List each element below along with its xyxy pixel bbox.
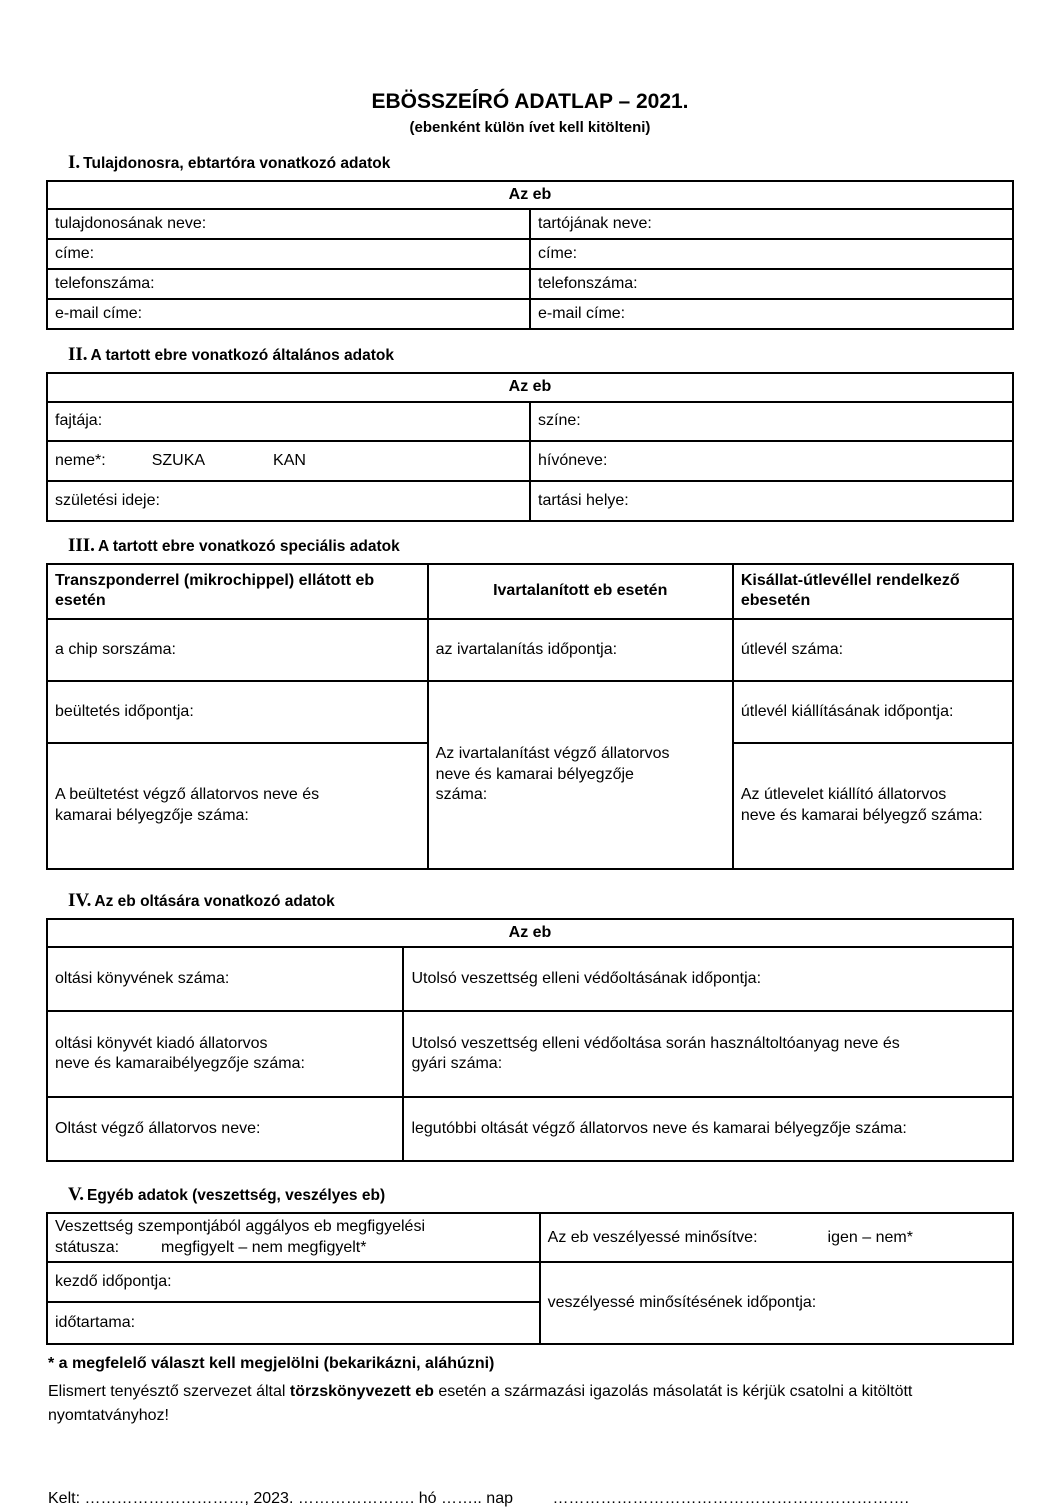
field-passport-number: útlevél száma: — [733, 619, 1013, 681]
field-implanting-vet — [47, 743, 428, 869]
status-options: megfigyelt – nem megfigyelt* — [161, 1238, 367, 1256]
section-4-title: Az eb oltására vonatkozó adatok — [94, 892, 335, 910]
field-dog-sex — [47, 441, 530, 481]
field-dangerous-classification-date: veszélyessé minősítésének időpontja: — [540, 1262, 1013, 1344]
field-passport-issue-date: útlevél kiállításának időpontja: — [733, 681, 1013, 743]
col-header-microchip: Transzponderrel (mikrochippel) ellátott eb esetén — [47, 564, 428, 619]
field-neutering-vet — [428, 681, 733, 869]
field-vaccination-book-number: oltási könyvének száma: — [47, 947, 403, 1011]
table-row — [47, 1097, 1013, 1161]
breeding-note-pre: Elismert tenyésztő szervezet által — [48, 1383, 290, 1401]
col-header-neutered: Ivartalanított eb esetén — [428, 564, 733, 619]
field-observation-duration: időtartama: — [47, 1302, 540, 1344]
table-row — [47, 402, 1013, 441]
field-vaccinating-vet-name: Oltást végző állatorvos neve: — [47, 1097, 403, 1161]
section-2-heading — [68, 345, 1014, 366]
field-keeper-phone: telefonszáma: — [530, 269, 1013, 299]
table-row — [47, 1262, 1013, 1302]
field-observation-start-date: kezdő időpontja: — [47, 1262, 540, 1302]
asterisk-note: * a megfelelő választ kell megjelölni (bekarikázni, aláhúzni) — [48, 1355, 495, 1373]
field-line: neve és kamarai bélyegző száma: — [740, 806, 983, 824]
breeding-note-post: esetén a származási igazolás másolatát is kérjük csatolni a kitöltött nyomtatványhoz! — [48, 1383, 913, 1425]
field-dangerous-classification — [540, 1213, 1013, 1262]
field-dog-keeping-place: tartási helye: — [530, 481, 1013, 521]
table-row — [47, 209, 1013, 239]
dog-general-table — [46, 372, 1014, 521]
field-last-vaccinating-vet: legutóbbi oltását végző állatorvos neve és kamarai bélyegzője száma: — [403, 1097, 1013, 1161]
field-keeper-name: tartójának neve: — [530, 209, 1013, 239]
dog-special-table — [46, 563, 1014, 870]
table-row — [47, 481, 1013, 521]
field-chip-number: a chip sorszáma: — [47, 619, 428, 681]
field-line: oltási könyvét kiadó állatorvos — [55, 1034, 268, 1052]
section-1-numeral: I. — [68, 152, 81, 173]
breeding-note-bold: törzskönyvezett eb — [289, 1383, 434, 1401]
table2-az-eb-header: Az eb — [47, 373, 1013, 401]
field-owner-phone: telefonszáma: — [47, 269, 530, 299]
section-2-title: A tartott ebre vonatkozó általános adatok — [90, 347, 395, 365]
table-row — [47, 1011, 1013, 1097]
table-row — [47, 681, 1013, 743]
dangerous-options: igen – nem* — [827, 1228, 913, 1246]
field-dog-breed: fajtája: — [47, 402, 530, 441]
section-3-numeral: III. — [68, 534, 95, 556]
field-line: Az útlevelet kiállító állatorvos — [740, 786, 947, 804]
section-2-numeral: II. — [68, 344, 88, 366]
field-owner-address: címe: — [47, 239, 530, 269]
field-keeper-address: címe: — [530, 239, 1013, 269]
field-keeper-email: e-mail címe: — [530, 299, 1013, 329]
field-dog-color: színe: — [530, 402, 1013, 441]
dangerous-label: Az eb veszélyessé minősítve: — [547, 1228, 758, 1246]
table4-az-eb-header: Az eb — [47, 919, 1013, 947]
table-row — [47, 947, 1013, 1011]
table-row — [47, 239, 1013, 269]
field-owner-name: tulajdonosának neve: — [47, 209, 530, 239]
table-row — [47, 619, 1013, 681]
table1-az-eb-header: Az eb — [47, 181, 1013, 209]
col-header-passport: Kisállat-útlevéllel rendelkező ebesetén — [733, 564, 1013, 619]
section-5-heading — [68, 1185, 1014, 1206]
field-line: száma: — [435, 786, 488, 804]
field-dog-callname: hívóneve: — [530, 441, 1013, 481]
table-row — [47, 1213, 1013, 1262]
table-row — [47, 299, 1013, 329]
section-1-title: Tulajdonosra, ebtartóra vonatkozó adatok — [83, 155, 391, 172]
field-line: Utolsó veszettség elleni védőoltása során használtoltóanyag neve és — [411, 1034, 900, 1052]
field-line: kamarai bélyegzője száma: — [55, 806, 249, 824]
field-line: neve és kamaraibélyegzője száma: — [55, 1055, 305, 1073]
table-row — [47, 564, 1013, 619]
other-data-table — [46, 1212, 1014, 1345]
field-neutering-date: az ivartalanítás időpontja: — [428, 619, 733, 681]
field-owner-email: e-mail címe: — [47, 299, 530, 329]
field-line — [55, 1238, 532, 1258]
field-last-rabies-vaccination-date: Utolsó veszettség elleni védőoltásának időpontja: — [403, 947, 1013, 1011]
field-passport-issuing-vet — [733, 743, 1013, 869]
signature-line: …………………………………………………………. — [552, 1490, 909, 1508]
field-line: neve és kamarai bélyegzője — [435, 765, 634, 783]
table-row — [47, 269, 1013, 299]
section-1-heading — [68, 153, 1014, 174]
field-observation-status — [47, 1213, 540, 1262]
sex-label: neme*: — [55, 451, 106, 469]
field-vaccine-name-serial — [403, 1011, 1013, 1097]
section-5-title: Egyéb adatok (veszettség, veszélyes eb) — [87, 1187, 386, 1205]
field-vaccination-book-issuing-vet — [47, 1011, 403, 1097]
vaccination-table — [46, 918, 1014, 1162]
field-line: Az ivartalanítást végző állatorvos — [435, 745, 670, 763]
section-4-heading — [68, 891, 1014, 912]
owner-keeper-table — [46, 180, 1014, 330]
section-4-numeral: IV. — [68, 889, 92, 911]
field-dog-birthdate: születési ideje: — [47, 481, 530, 521]
sex-option-szuka: SZUKA — [151, 451, 206, 469]
field-line: gyári száma: — [411, 1055, 503, 1073]
status-label: státusza: — [55, 1238, 120, 1256]
table-row — [47, 441, 1013, 481]
doc-title: EBÖSSZEÍRÓ ADATLAP – 2021. — [371, 90, 689, 113]
field-line: A beültetést végző állatorvos neve és — [55, 786, 320, 804]
field-implant-date: beültetés időpontja: — [47, 681, 428, 743]
sex-option-kan: KAN — [273, 451, 306, 469]
doc-subtitle: (ebenként külön ívet kell kitölteni) — [409, 119, 651, 136]
breeding-note — [48, 1380, 1014, 1428]
date-line: Kelt: …………………………, 2023. …………………. hó …….. nap — [48, 1490, 513, 1508]
section-5-numeral: V. — [68, 1184, 85, 1206]
field-line: Veszettség szempontjából aggályos eb megfigyelési — [55, 1218, 425, 1236]
section-3-title: A tartott ebre vonatkozó speciális adatok — [97, 537, 400, 555]
date-signature-row — [48, 1490, 1014, 1508]
section-3-heading — [68, 536, 1014, 557]
